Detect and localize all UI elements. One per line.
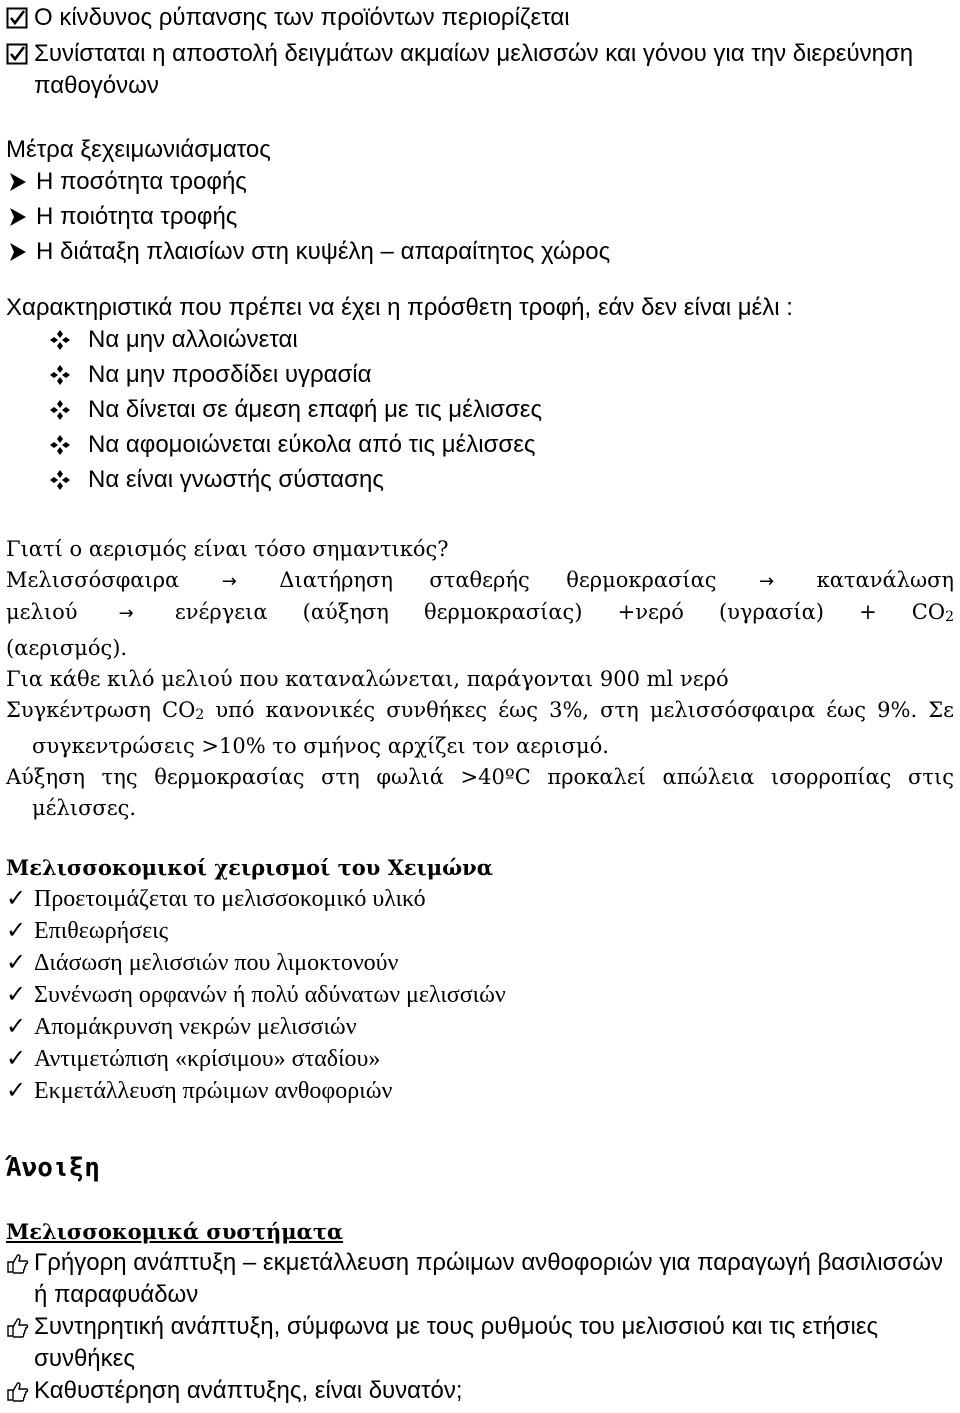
ventilation-question: Γιατί ο αερισμός είναι τόσο σημαντικός? bbox=[6, 537, 449, 561]
diamond-bullet-icon bbox=[50, 359, 88, 394]
winterizing-section bbox=[6, 134, 954, 271]
ventilation-chain-end: (αερισμός). bbox=[6, 636, 128, 660]
pointing-hand-icon bbox=[6, 1311, 34, 1348]
list-item-text: Να είναι γνωστής σύστασης bbox=[88, 466, 384, 493]
list-item bbox=[6, 201, 954, 236]
chain-term: Μελισσόσφαιρα bbox=[6, 568, 180, 592]
list-item-text: Εκμετάλλευση πρώιμων ανθοφοριών bbox=[34, 1078, 393, 1104]
list-item bbox=[6, 1011, 954, 1043]
arrow-right-icon: → bbox=[759, 571, 775, 592]
diamond-bullet-icon bbox=[50, 429, 88, 464]
feed-section bbox=[6, 292, 954, 499]
list-item bbox=[6, 324, 954, 359]
feed-intro: Χαρακτηριστικά που πρέπει να έχει η πρόσθετη τροφή, εάν δεν είναι μέλι : bbox=[6, 294, 793, 321]
checkmark-icon: ✓ bbox=[6, 1046, 27, 1072]
list-item-text: Συνένωση ορφανών ή πολύ αδύνατων μελισσιών bbox=[34, 982, 506, 1008]
winter-ops-section bbox=[6, 852, 954, 1107]
ventilation-paragraph: Για κάθε κιλό μελιού που καταναλώνεται, παράγονται 900 ml νερό bbox=[6, 667, 729, 691]
list-item-text: Απομάκρυνση νεκρών μελισσιών bbox=[34, 1014, 357, 1040]
list-item-text: Να αφομοιώνεται εύκολα από τις μέλισσες bbox=[88, 431, 536, 458]
ventilation-chain-line-2 bbox=[6, 597, 954, 633]
list-item bbox=[6, 166, 954, 201]
pointing-hand-icon bbox=[6, 1375, 34, 1412]
paragraph-text: Συγκέντρωση CO bbox=[6, 698, 196, 722]
list-item bbox=[6, 394, 954, 429]
pointing-hand-icon bbox=[6, 1247, 34, 1284]
list-item-text: Η ποσότητα τροφής bbox=[36, 168, 247, 195]
winterizing-title: Μέτρα ξεχειμωνιάσματος bbox=[6, 136, 271, 163]
list-item-text: Να μην αλλοιώνεται bbox=[88, 326, 298, 353]
list-item bbox=[6, 979, 954, 1011]
checkbox-item bbox=[6, 2, 954, 38]
list-item bbox=[6, 1247, 954, 1311]
list-item bbox=[6, 1043, 954, 1075]
checked-box-icon bbox=[6, 2, 34, 38]
diamond-bullet-icon bbox=[50, 324, 88, 359]
list-item-text: Να μην προσδίδει υγρασία bbox=[88, 361, 372, 388]
subscript: 2 bbox=[945, 609, 954, 625]
list-item-text: Η ποιότητα τροφής bbox=[36, 203, 238, 230]
list-item-text: Να δίνεται σε άμεση επαφή με τις μέλισσες bbox=[88, 396, 543, 423]
list-item bbox=[6, 464, 954, 499]
list-item-text: Γρήγορη ανάπτυξη – εκμετάλλευση πρώιμων ανθοφοριών για παραγωγή βασιλισσών ή παραφυάδων bbox=[34, 1249, 943, 1308]
subscript: 2 bbox=[195, 707, 205, 723]
list-item bbox=[6, 915, 954, 947]
list-item bbox=[6, 1311, 954, 1375]
checked-box-icon bbox=[6, 38, 34, 74]
ventilation-chain-line-1 bbox=[6, 565, 954, 597]
list-item-text: Διάσωση μελισσιών που λιμοκτονούν bbox=[34, 950, 399, 976]
list-item-text: Επιθεωρήσεις bbox=[34, 918, 169, 944]
list-item bbox=[6, 429, 954, 464]
list-item bbox=[6, 1075, 954, 1107]
checkmark-icon: ✓ bbox=[6, 886, 27, 912]
chain-term: μελιού bbox=[6, 600, 78, 624]
checkmark-icon: ✓ bbox=[6, 1078, 27, 1104]
checkmark-icon: ✓ bbox=[6, 950, 27, 976]
section-heading: Μελισσοκομικά συστήματα bbox=[6, 1219, 344, 1244]
checkmark-icon: ✓ bbox=[6, 918, 27, 944]
paragraph-text: υπό κανονικές συνθήκες έως 3%, στη μελισσόσφαιρα έως 9%. Σε συγκεντρώσεις >10% το σμήνος αρχίζει τον αερισμό. bbox=[32, 698, 954, 758]
checkmark-icon: ✓ bbox=[6, 1014, 27, 1040]
section-heading: Μελισσοκομικοί χειρισμοί του Χειμώνα bbox=[6, 855, 493, 880]
checkmark-icon: ✓ bbox=[6, 982, 27, 1008]
chain-term: ενέργεια (αύξηση θερμοκρασίας) +νερό (υγρασία) + CO bbox=[174, 600, 946, 624]
chain-term: Διατήρηση σταθερής θερμοκρασίας bbox=[279, 568, 717, 592]
ventilation-paragraph: Αύξηση της θερμοκρασίας στη φωλιά >40ºC προκαλεί απώλεια ισορροπίας στις μέλισσες. bbox=[6, 765, 954, 820]
systems-section bbox=[6, 1216, 954, 1412]
ventilation-section bbox=[6, 534, 954, 824]
arrow-right-icon: → bbox=[221, 571, 237, 592]
diamond-bullet-icon bbox=[50, 464, 88, 499]
checkbox-item bbox=[6, 38, 954, 102]
list-item-text: Συντηρητική ανάπτυξη, σύμφωνα με τους ρυθμούς του μελισσιού και τις ετήσιες συνθήκες bbox=[34, 1313, 879, 1372]
ventilation-paragraph bbox=[6, 695, 954, 762]
list-item-text: Η διάταξη πλαισίων στη κυψέλη – απαραίτητος χώρος bbox=[36, 238, 611, 265]
spring-heading: Άνοιξη bbox=[6, 1153, 100, 1183]
list-item bbox=[6, 1375, 954, 1412]
list-item bbox=[6, 947, 954, 979]
list-item bbox=[6, 883, 954, 915]
arrow-right-icon: → bbox=[118, 603, 134, 624]
chain-term: κατανάλωση bbox=[816, 568, 954, 592]
list-item bbox=[6, 359, 954, 394]
list-item-text: Προετοιμάζεται το μελισσοκομικό υλικό bbox=[34, 886, 426, 912]
arrowhead-bullet-icon bbox=[6, 166, 36, 201]
checkbox-list bbox=[6, 2, 954, 102]
list-item-text: Καθυστέρηση ανάπτυξης, είναι δυνατόν; bbox=[34, 1377, 463, 1404]
arrowhead-bullet-icon bbox=[6, 236, 36, 271]
list-item bbox=[6, 236, 954, 271]
arrowhead-bullet-icon bbox=[6, 201, 36, 236]
checkbox-item-text: Συνίσταται η αποστολή δειγμάτων ακμαίων μελισσών και γόνου για την διερεύνηση παθογόνων bbox=[34, 40, 914, 99]
diamond-bullet-icon bbox=[50, 394, 88, 429]
checkbox-item-text: Ο κίνδυνος ρύπανσης των προϊόντων περιορίζεται bbox=[34, 4, 570, 31]
list-item-text: Αντιμετώπιση «κρίσιμου» σταδίου» bbox=[34, 1046, 381, 1072]
